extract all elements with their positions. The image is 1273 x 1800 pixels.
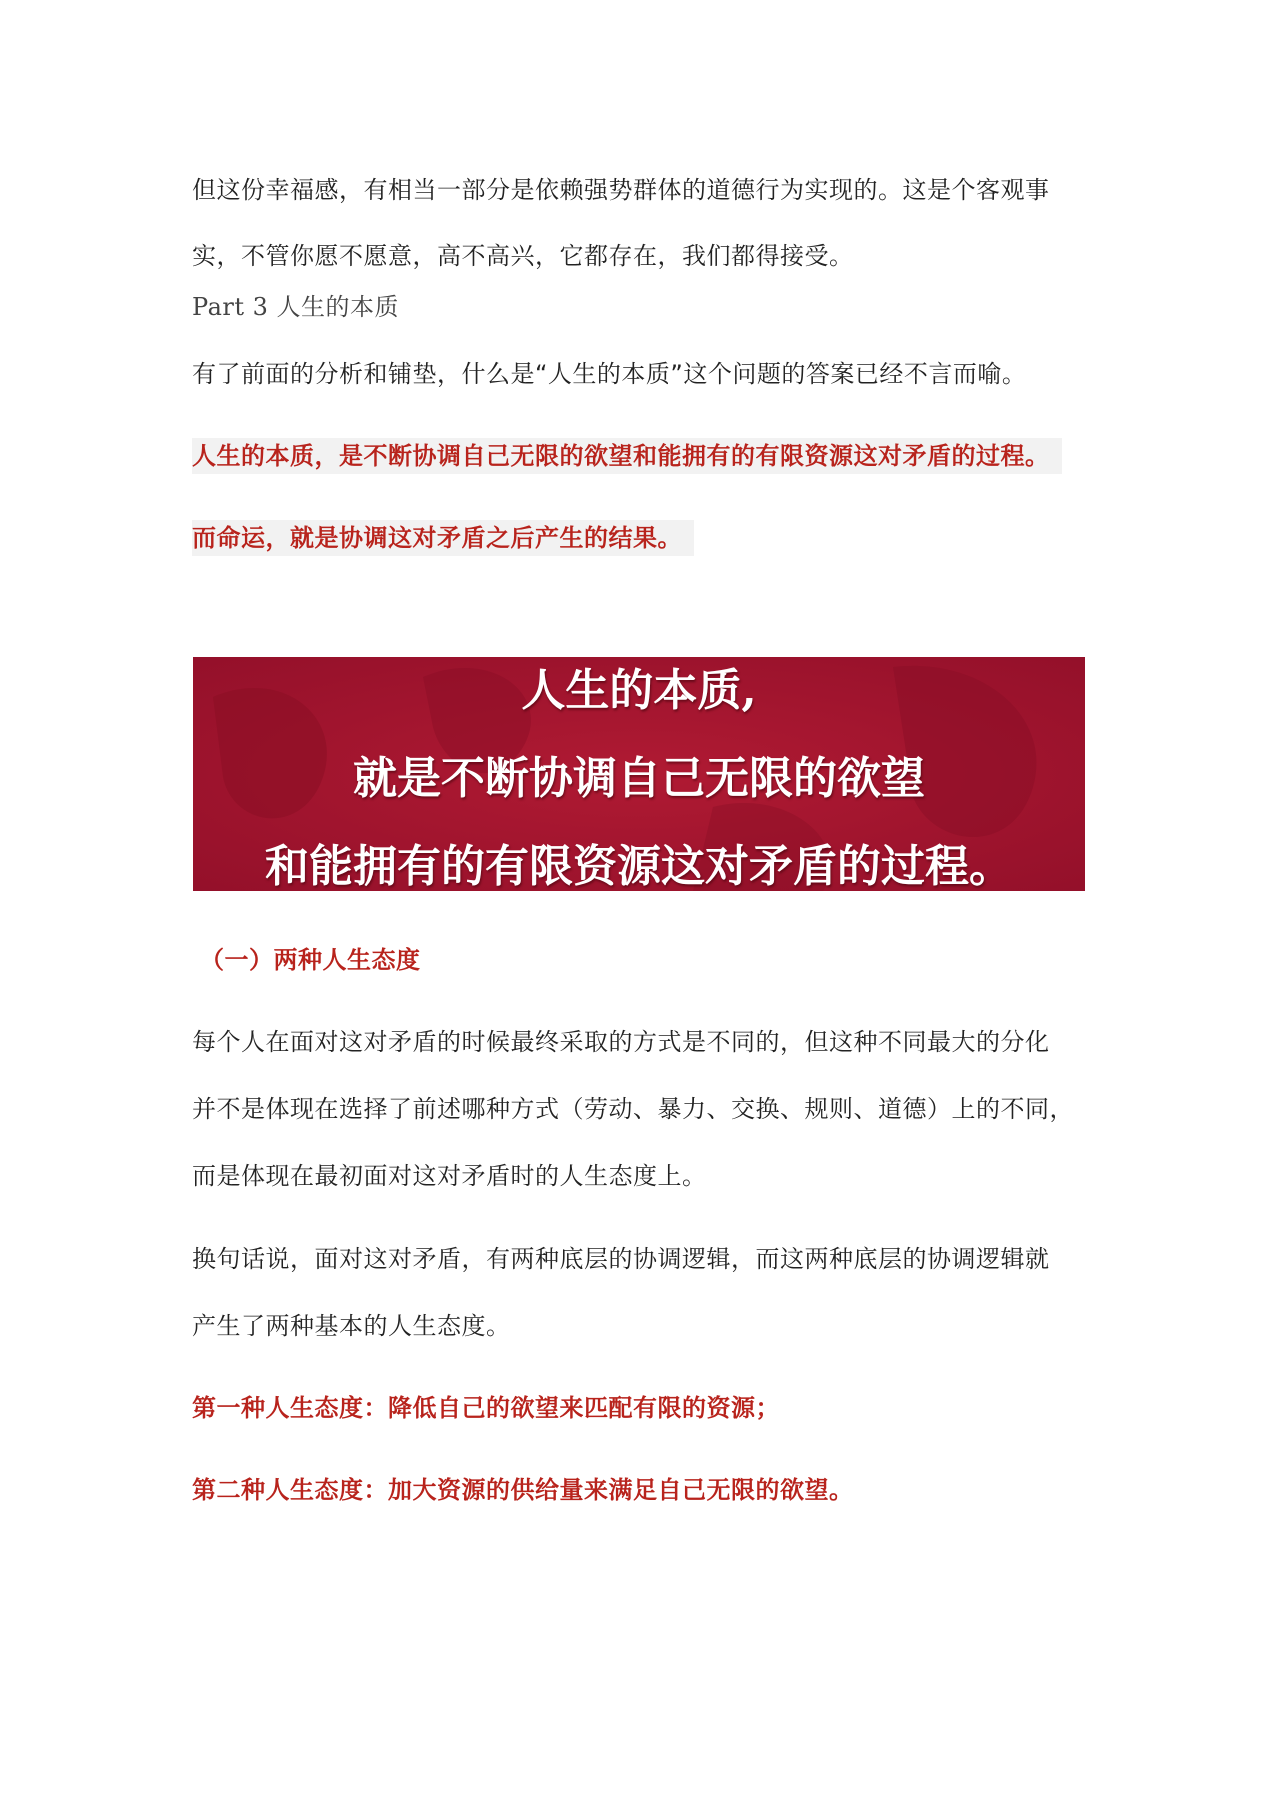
paragraph-1-line-2: 实，不管你愿不愿意，高不高兴，它都存在，我们都得接受。 [192, 242, 854, 270]
highlight-quote-2 [192, 522, 694, 554]
highlight-quote-1 [192, 440, 1062, 472]
paragraph-4-line-1: 换句话说，面对这对矛盾，有两种底层的协调逻辑，而这两种底层的协调逻辑就 [192, 1245, 1050, 1273]
attitude-2: 第二种人生态度：加大资源的供给量来满足自己无限的欲望。 [192, 1476, 854, 1504]
attitude-1: 第一种人生态度：降低自己的欲望来匹配有限的资源； [192, 1394, 780, 1422]
quote-banner-image [193, 657, 1085, 891]
paragraph-4-line-2: 产生了两种基本的人生态度。 [192, 1312, 511, 1340]
highlight-quote-2-text: 而命运，就是协调这对矛盾之后产生的结果。 [192, 520, 694, 556]
paragraph-3-line-2: 并不是体现在选择了前述哪种方式（劳动、暴力、交换、规则、道德）上的不同， [192, 1095, 1074, 1123]
paragraph-3-line-1: 每个人在面对这对矛盾的时候最终采取的方式是不同的，但这种不同最大的分化 [192, 1028, 1050, 1056]
paragraph-3-line-3: 而是体现在最初面对这对矛盾时的人生态度上。 [192, 1162, 707, 1190]
banner-line-3: 和能拥有的有限资源这对矛盾的过程。 [265, 841, 1013, 891]
banner-line-2: 就是不断协调自己无限的欲望 [353, 753, 925, 804]
paragraph-2: 有了前面的分析和铺垫，什么是“人生的本质”这个问题的答案已经不言而喻。 [192, 360, 1027, 388]
paragraph-1-line-1: 但这份幸福感，有相当一部分是依赖强势群体的道德行为实现的。这是个客观事 [192, 176, 1050, 204]
highlight-quote-1-text: 人生的本质，是不断协调自己无限的欲望和能拥有的有限资源这对矛盾的过程。 [192, 438, 1062, 474]
banner-line-1: 人生的本质, [521, 665, 757, 716]
subheading-two-attitudes: （一）两种人生态度 [200, 946, 421, 974]
section-heading: Part 3 人生的本质 [192, 293, 400, 321]
